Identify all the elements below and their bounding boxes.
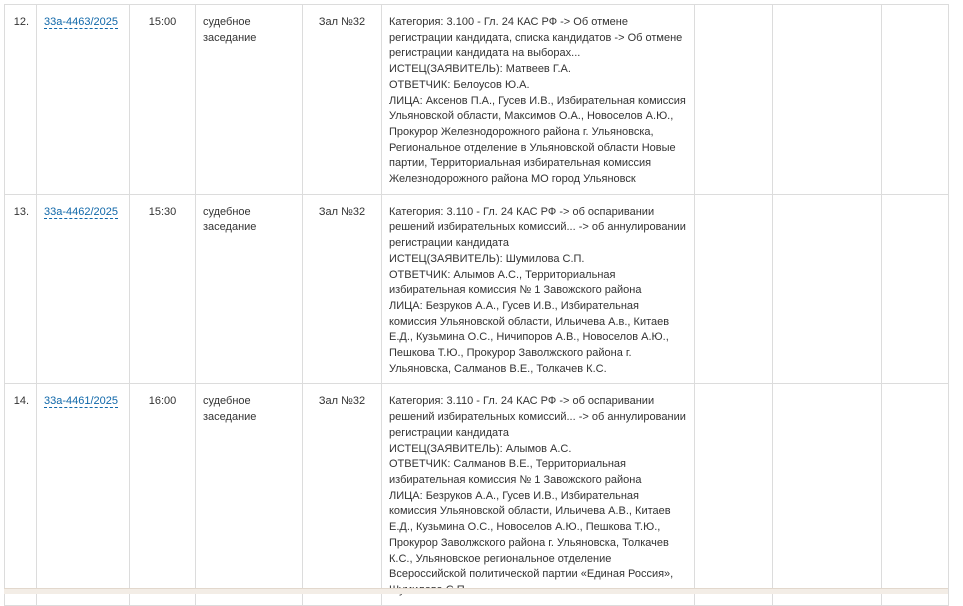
empty-cell [695,5,773,195]
case-number-cell [37,384,130,605]
case-plaintiff: ИСТЕЦ(ЗАЯВИТЕЛЬ): Шумилова С.П. [389,252,585,265]
case-defendant: ОТВЕТЧИК: Белоусов Ю.А. [389,78,530,91]
table-row [5,384,949,605]
row-number: 13. [5,194,37,384]
table-footer-strip [4,588,948,594]
case-plaintiff: ИСТЕЦ(ЗАЯВИТЕЛЬ): Матвеев Г.А. [389,63,571,76]
case-number-link[interactable]: 33а-4463/2025 [44,16,119,28]
event-type: судебное заседание [196,5,303,195]
case-defendant: ОТВЕТЧИК: Салманов В.Е., Территориальная избирательная комиссия № 1 Завожского района [389,458,642,486]
row-number: 12. [5,5,37,195]
hearing-time: 15:30 [130,194,196,384]
courtroom: Зал №32 [303,384,382,605]
row-number: 14. [5,384,37,605]
empty-cell [695,194,773,384]
empty-cell [882,384,949,605]
case-description [382,384,695,605]
case-third-parties: ЛИЦА: Безруков А.А., Гусев И.В., Избирательная комиссия Ульяновской области, Ильичева А.В., Китаев Е.Д., Кузьмина О.С., Новоселов А.Ю., Пешкова Т.Ю., Прокурор Заволжского района г. Ульяновска, Толкачев К.С., Ульяновское региональное отделение Всероссийской политической партии «Единая Россия», [389,489,674,581]
case-defendant: ОТВЕТЧИК: Алымов А.С., Территориальная избирательная комиссия № 1 Завожского района [389,268,642,297]
table-row [5,5,949,195]
hearings-table [4,4,949,606]
case-category: Категория: 3.110 - Гл. 24 КАС РФ -> об оспаривании решений избирательных комиссий... -> об аннулировании регистрации кандидата [389,395,686,439]
empty-cell [882,5,949,195]
event-type: судебное заседание [196,384,303,605]
case-number-cell [37,194,130,384]
case-description [382,5,695,195]
empty-cell [773,5,882,195]
event-type: судебное заседание [196,194,303,384]
empty-cell [773,194,882,384]
empty-cell [773,384,882,605]
empty-cell [882,194,949,384]
case-number-link[interactable]: 33а-4461/2025 [44,395,119,408]
case-third-parties: ЛИЦА: Аксенов П.А., Гусев И.В., Избирательная комиссия Ульяновской области, Максимов О.А., Новоселов А.Ю., Прокурор Железнодорожного района г. Ульяновска, Региональное отделение в Ульяновской области Новые партии, Территориальная избирательная комиссия Железнодорожного района МО город Ульяновск [389,94,686,186]
case-category: Категория: 3.100 - Гл. 24 КАС РФ -> Об отмене регистрации кандидата, списка кандидатов -> Об отмене регистрации кандидата на выборах... [389,16,683,60]
case-third-parties: ЛИЦА: Безруков А.А., Гусев И.В., Избирательная комиссия Ульяновской области, Ильичева А.в., Китаев Е.Д., Кузьмина О.С., Ничипоров А.В., Новоселов А.Ю., Пешкова Т.Ю., Прокурор Заволжского района г. Ульяновска, Салманов В.Е., Толкачев К.С. [389,299,670,375]
table-row [5,194,949,384]
courtroom: Зал №32 [303,5,382,195]
case-plaintiff: ИСТЕЦ(ЗАЯВИТЕЛЬ): Алымов А.С. [389,442,572,455]
case-number-cell [37,5,130,195]
hearing-time: 15:00 [130,5,196,195]
empty-cell [695,384,773,605]
courtroom: Зал №32 [303,194,382,384]
hearing-time: 16:00 [130,384,196,605]
case-number-link[interactable]: 33а-4462/2025 [44,205,119,218]
case-description [382,194,695,384]
case-category: Категория: 3.110 - Гл. 24 КАС РФ -> об оспаривании решений избирательных комиссий... -> об аннулировании регистрации кандидата [389,205,686,250]
